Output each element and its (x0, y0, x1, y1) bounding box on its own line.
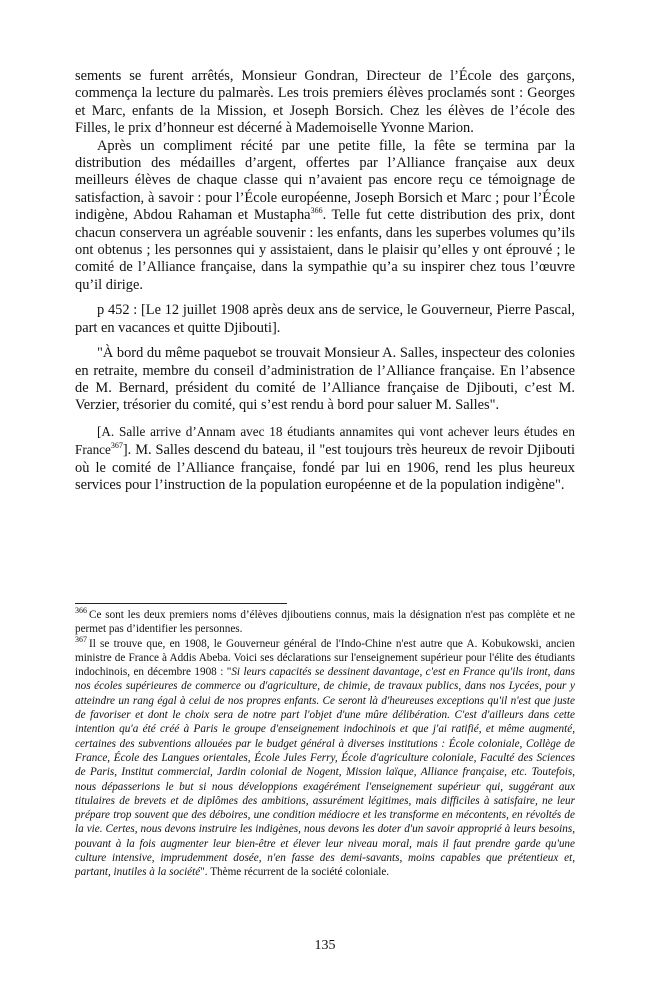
footnote-367-number: 367 (75, 634, 87, 644)
page-number: 135 (314, 938, 336, 953)
footnote-366-number: 366 (75, 606, 87, 616)
paragraph-4: "À bord du même paquebot se trouvait Monsieur A. Salles, inspecteur des colonies en retraite, membre du conseil d’administration de l’Alliance française. En l’absence de M. Bernard, président du comité de l’Alliance française de Djibouti, c’est M. Verzier, trésorier du comité, qui s’est rendu à bord pour saluer M. Salles". (75, 345, 575, 414)
paragraph-5-text: ]. M. Salles descend du bateau, il "est toujours très heureux de revoir Djibouti où le comité de l’Alliance française, fondé par lui en 1906, rend les plus heureux services pour l’instruction de la population européenne et de la population indigène". (75, 442, 575, 493)
footnote-367-quote: Si leurs capacités se dessinent davantage, c'est en France qu'ils iront, dans nos écoles supérieures de commerce ou d'agriculture, de chimie, de travaux publics, dans nos Lycées, pour y atteindre un rang égal à celui de nos propres enfants. Ce seront là d'heureuses exceptions qu'il n'est que juste de favoriser et dont le choix sera de notre part l'objet d'une mûre délibération. C'est d'ailleurs dans cette intention qu'a été créé à Paris le groupe d'enseignement indochinois et que j'ai ratifié, et même augmenté, certaines des subventions allouées par le budget général à diverses institutions : École coloniale, Collège de France, École des Langues orientales, École Jules Ferry, École d'agriculture coloniale, Faculté des Sciences de Paris, Institut commercial, Jardin colonial de Nogent, Mission laïque, Alliance française, etc. Toutefois, nous dépasserions le but si nous développions exagérément l'enseignement supérieur qui, suggérant aux titulaires de brevets et de diplômes des ambitions, assurément légitimes, mais difficiles à satisfaire, ne leur prépare trop souvent que des déboires, une condition médiocre et les transforme en mécontents, en révoltés de la vie. Certes, nous devons instruire les indigènes, nous devons les doter d'un savoir approprié à leurs besoins, pouvant à la fois augmenter leur bien-être et élever leur niveau moral, mais il faut prendre garde qu'une culture intensive, imprudemment dosée, n'en fasse des demi-savants, moins capables que prétentieux et, partant, inutiles à la société (75, 666, 575, 879)
paragraph-5 (75, 423, 575, 495)
paragraph-2 (75, 138, 575, 295)
footnote-367-lead: Il se trouve que, en 1908, le Gouverneur général de l'Indo-Chine n'est autre que A. Kobukowski, ancien ministre de France à Addis Abeba. Voici ses déclarations sur l'enseignement supérieur pour l'élite des étudiants indochinois, en décembre 1908 : " (75, 637, 575, 679)
footnotes (75, 608, 575, 880)
footnote-366 (75, 608, 575, 637)
footnote-367 (75, 634, 575, 880)
page-body (75, 68, 575, 494)
paragraph-2-text-a: Après un compliment récité par une petite fille, la fête se termina par la distribution des médailles d’argent, offertes par l’Alliance française aux deux meilleurs élèves de chaque classe qui n’avaient pas encore reçu ce témoignage de satisfaction, à savoir : pour l’École européenne, Joseph Borsich et Marc ; pour l’École indigène, Abdou Rahaman et Mustapha (75, 137, 575, 224)
footnote-separator (75, 603, 287, 604)
footnote-ref-367: 367 (110, 441, 123, 451)
footnote-ref-366: 366 (310, 206, 323, 216)
paragraph-2-text-b: . Telle fut cette distribution des prix, dont chacun conservera un agréable souvenir : les enfants, dans les superbes volumes qu’ils ont obtenus ; les personnes qui y assistaient, dans le plaisir qu’elles y ont éprouvé ; le comité de l’Alliance française, dans la sympathie qu’a su inspirer chez tous l’œuvre qu’il dirige. (75, 207, 575, 293)
paragraph-3: p 452 : [Le 12 juillet 1908 après deux ans de service, le Gouverneur, Pierre Pascal, part en vacances et quitte Djibouti]. (75, 302, 575, 336)
footnote-367-tail: ". Thème récurrent de la société coloniale. (200, 866, 390, 879)
paragraph-5-small-text: [A. Salle arrive d’Annam avec 18 étudiants annamites qui vont achever leurs études en France (75, 423, 575, 458)
paragraph-1: sements se furent arrêtés, Monsieur Gondran, Directeur de l’École des garçons, commença la lecture du palmarès. Les trois premiers élèves proclamés sont : Georges et Marc, enfants de la Mission, et Joseph Borsich. Chez les élèves de l’école des Filles, le prix d’honneur est décerné à Mademoiselle Yvonne Marion. (75, 68, 575, 137)
footnote-366-text: Ce sont les deux premiers noms d’élèves djiboutiens connus, mais la désignation n'est pas complète et ne permet pas d’identifier les personnes. (75, 609, 575, 636)
